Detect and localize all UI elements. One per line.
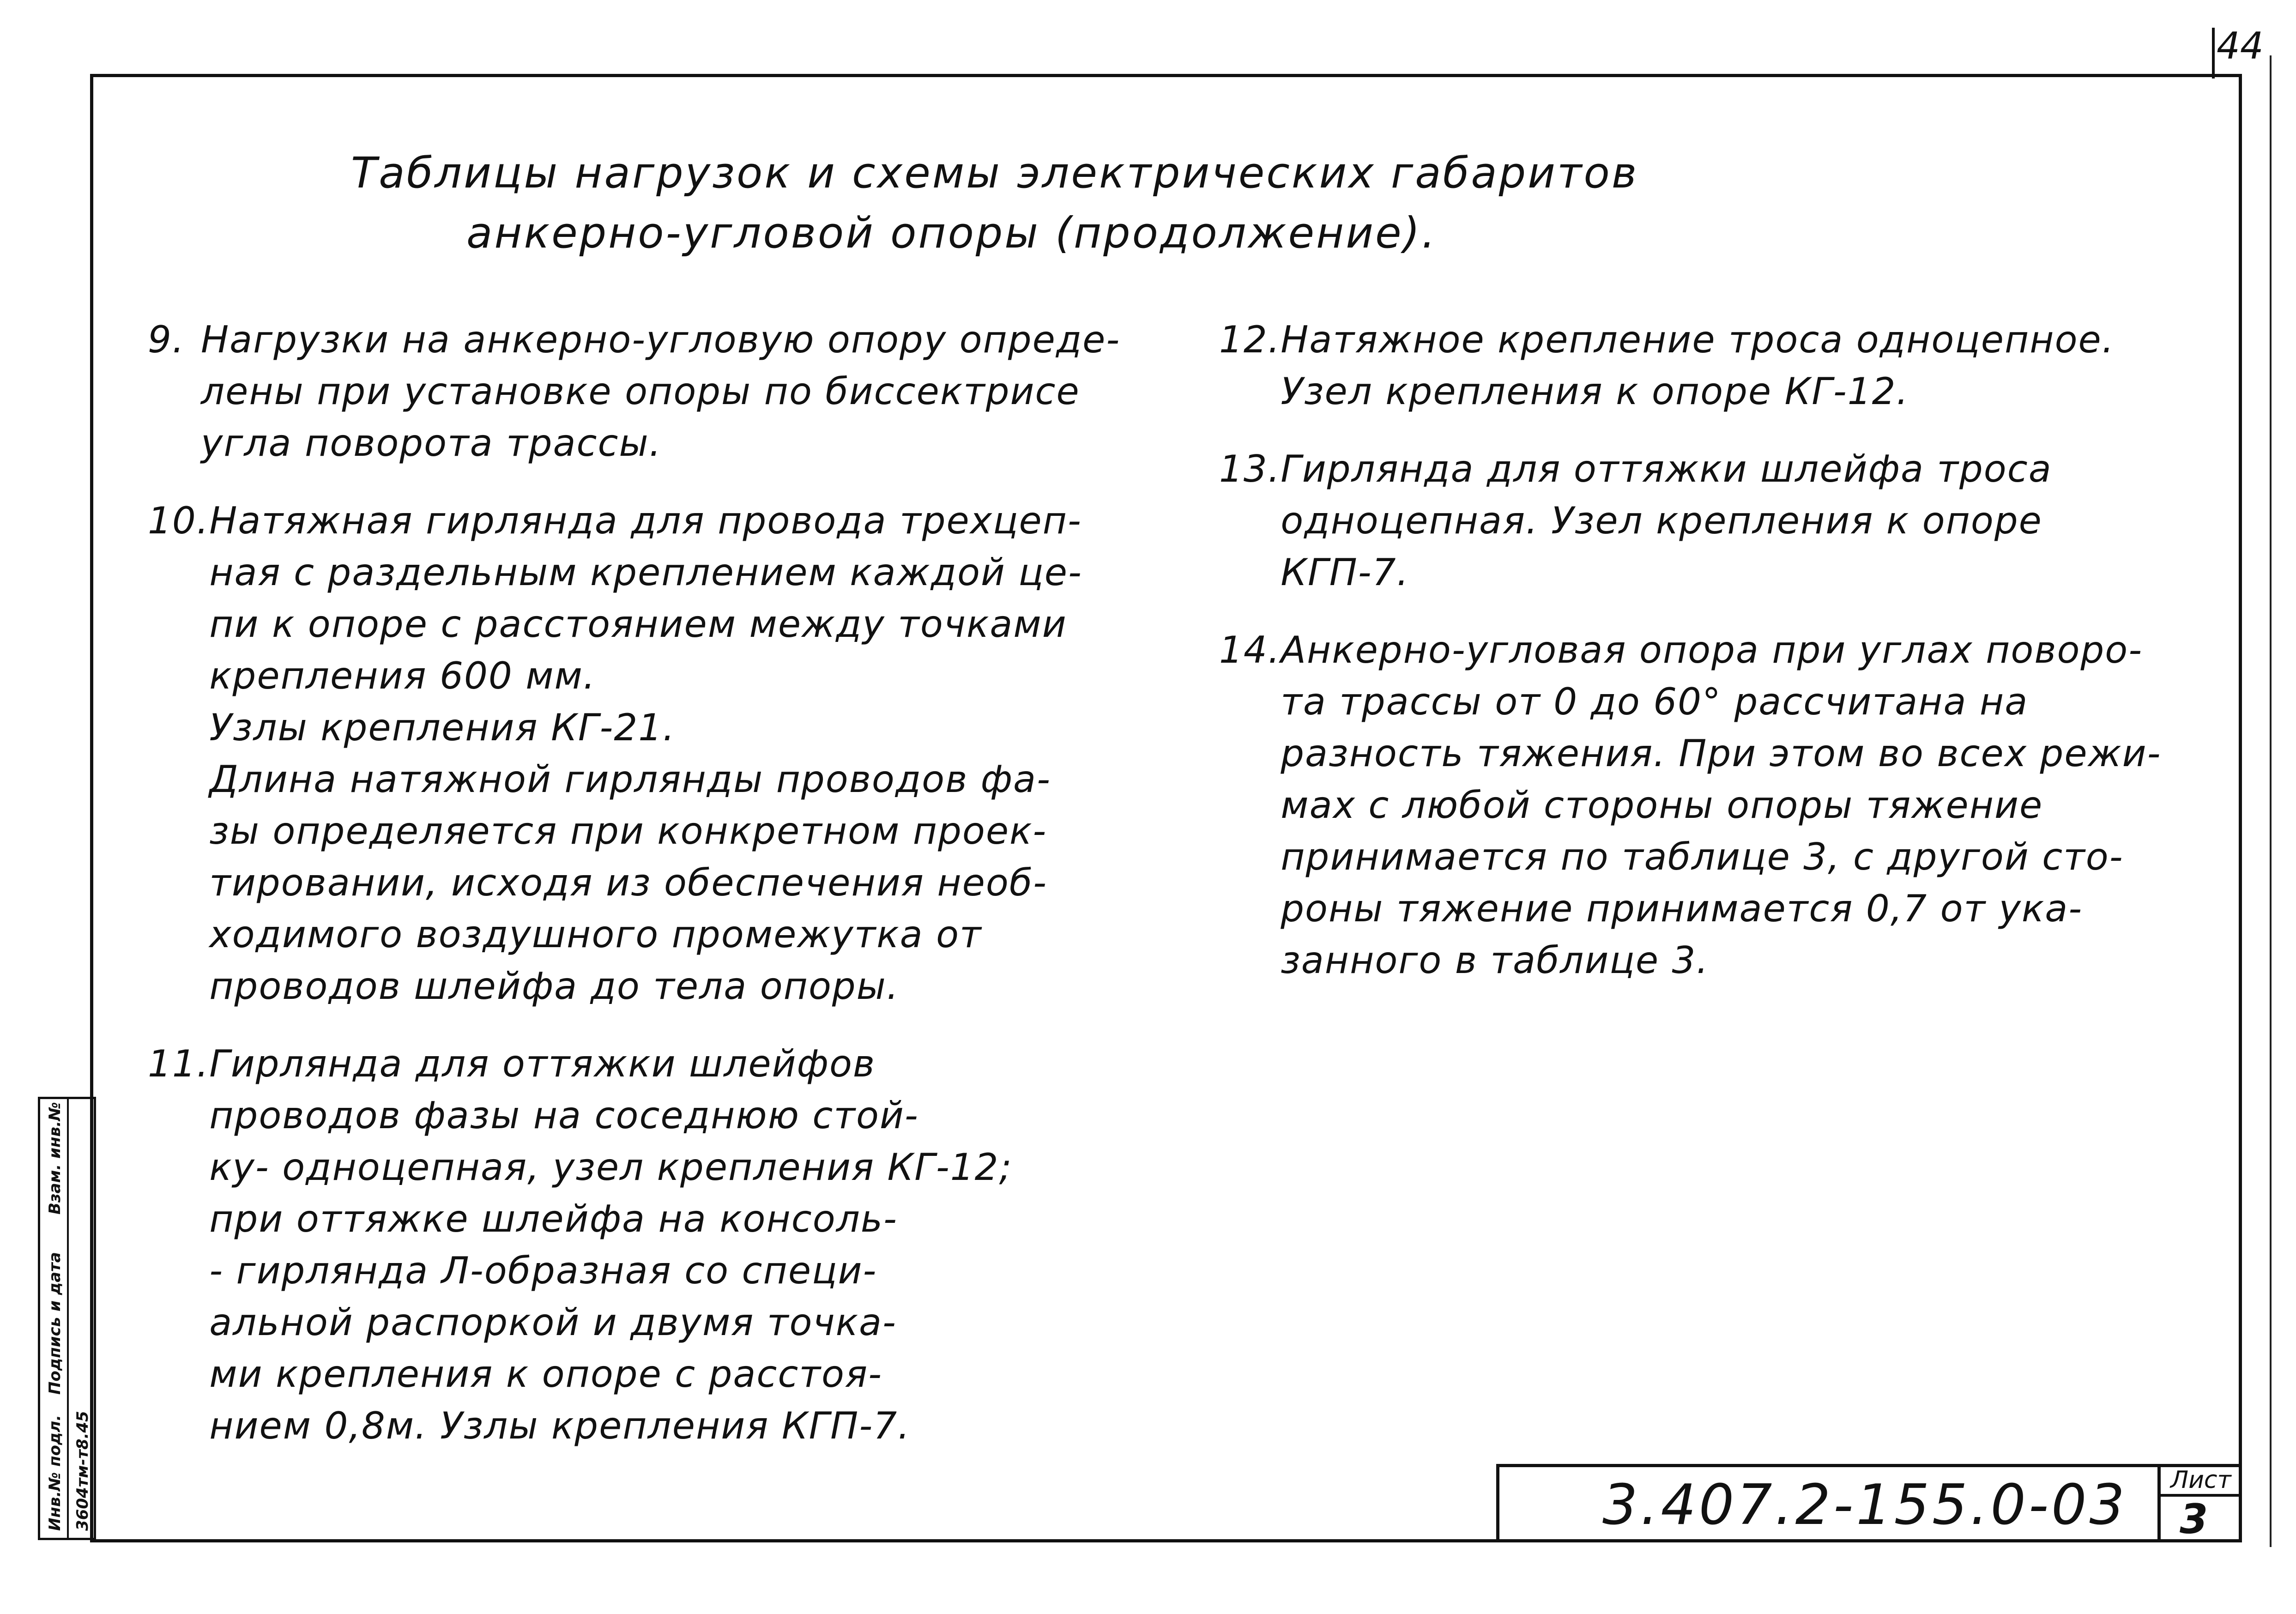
note-line: зы определяется при конкретном проек- [209, 810, 1047, 852]
note-line: разность тяжения. При этом во всех режи- [1281, 732, 2162, 775]
note-line: Натяжное крепление троса одноцепное. [1281, 318, 2115, 361]
note-line: альной распоркой и двумя точка- [209, 1301, 897, 1344]
note-line: мах с любой стороны опоры тяжение [1281, 784, 2043, 827]
note-number: 11. [148, 1042, 210, 1085]
note-line: Натяжная гирлянда для провода трехцеп- [209, 499, 1082, 542]
note-item-12 [1219, 314, 2198, 417]
left-column [148, 314, 1173, 1478]
note-line: Узлы крепления КГ-21. [209, 706, 676, 749]
note-line: ходимого воздушного промежутка от [209, 913, 982, 956]
note-text [1281, 314, 2198, 417]
note-line: Гирлянда для оттяжки шлейфов [209, 1042, 876, 1085]
note-text [201, 314, 1173, 469]
note-line: лены при установке опоры по биссектрисе [201, 370, 1080, 413]
note-line: тировании, исходя из обеспечения необ- [209, 861, 1047, 904]
note-item-13 [1219, 443, 2198, 598]
sheet-value: 3 [2180, 1495, 2208, 1543]
right-edge-line [2270, 55, 2272, 1547]
note-line: ми крепления к опоре с расстоя- [209, 1353, 882, 1396]
note-number: 12. [1219, 318, 1281, 361]
note-line: Нагрузки на анкерно-угловую опору опреде- [201, 318, 1121, 361]
note-line: угла поворота трассы. [201, 422, 662, 465]
note-item-10 [148, 495, 1173, 1012]
note-line: роны тяжение принимается 0,7 от ука- [1281, 887, 2083, 930]
note-line: проводов фазы на соседнюю стой- [209, 1094, 919, 1137]
title-line-1: Таблицы нагрузок и схемы электрических габаритов [351, 148, 1639, 198]
side-stamp-inv-value: 3604тм-т8.45 [73, 1411, 92, 1531]
note-line: занного в таблице 3. [1281, 939, 1709, 982]
note-line: - гирлянда Л-образная со специ- [209, 1249, 877, 1292]
document-title [351, 143, 1829, 263]
note-number: 13. [1219, 447, 1281, 490]
side-stamp-signature-label: Подпись и дата [46, 1252, 64, 1395]
note-line: нием 0,8м. Узлы крепления КГП-7. [209, 1404, 911, 1447]
note-line: Анкерно-угловая опора при углах поворо- [1281, 629, 2143, 671]
note-line: одноцепная. Узел крепления к опоре [1281, 499, 2042, 542]
note-line: ная с раздельным креплением каждой це- [209, 551, 1082, 594]
note-line: проводов шлейфа до тела опоры. [209, 965, 900, 1008]
note-line: КГП-7. [1281, 551, 1409, 594]
note-line: пи к опоре с расстоянием между точками [209, 603, 1067, 646]
page-number: 44 [2217, 24, 2264, 67]
note-line: ку- одноцепная, узел крепления КГ-12; [209, 1146, 1013, 1189]
right-column [1219, 314, 2198, 1012]
note-number: 14. [1219, 629, 1281, 671]
note-line: Длина натяжной гирлянды проводов фа- [209, 758, 1051, 801]
note-line: при оттяжке шлейфа на консоль- [209, 1197, 898, 1240]
note-text [1281, 443, 2198, 598]
note-number: 10. [148, 499, 210, 542]
note-line: принимается по таблице 3, с другой сто- [1281, 835, 2124, 878]
sheet-label: Лист [2170, 1466, 2231, 1494]
note-text [209, 495, 1173, 1012]
note-line: та трассы от 0 до 60° рассчитана на [1281, 680, 2029, 723]
page-number-rule [2212, 28, 2215, 79]
note-text [1281, 624, 2198, 986]
note-number: 9. [148, 318, 185, 361]
side-stamp [38, 1097, 96, 1540]
note-item-14 [1219, 624, 2198, 986]
note-text [209, 1038, 1173, 1452]
document-code: 3.407.2-155.0-03 [1602, 1473, 2127, 1537]
note-item-9 [148, 314, 1173, 469]
side-stamp-inv-label: Инв.№ подл. [46, 1415, 64, 1531]
note-line: Гирлянда для оттяжки шлейфа троса [1281, 447, 2052, 490]
note-line: Узел крепления к опоре КГ-12. [1281, 370, 1909, 413]
note-line: крепления 600 мм. [209, 654, 596, 697]
note-item-11 [148, 1038, 1173, 1452]
title-line-2: анкерно-угловой опоры (продолжение). [466, 208, 1437, 258]
side-stamp-replacement-label: Взам. инв.№ [46, 1102, 64, 1215]
